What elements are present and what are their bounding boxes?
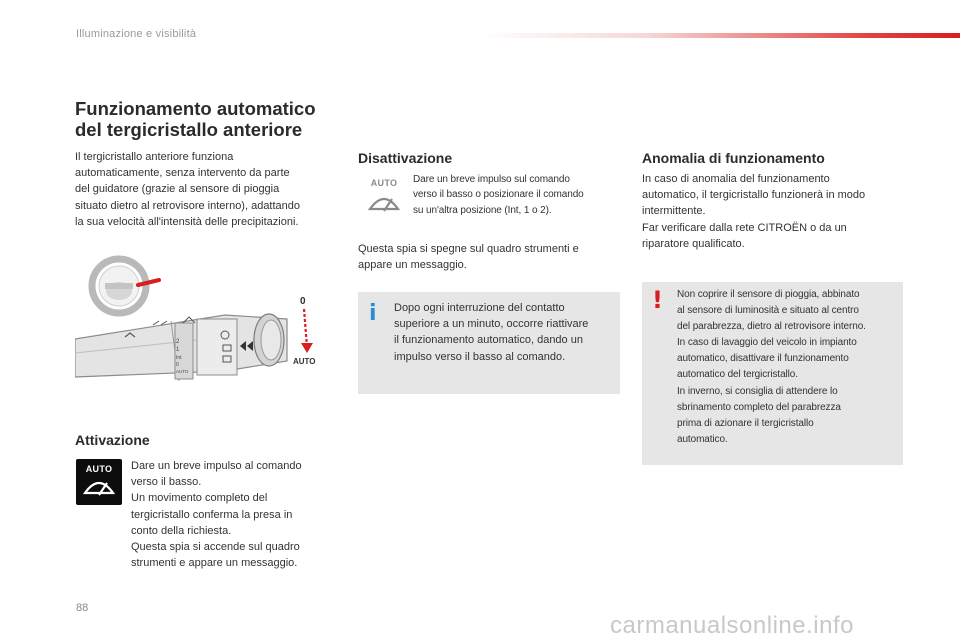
- warning-note-text: [677, 287, 866, 448]
- disattivazione-after-text: [358, 241, 579, 273]
- warning-note-box: [642, 282, 903, 465]
- text-line: superiore a un minuto, occorre riattivare: [394, 318, 589, 331]
- text-line: Dare un breve impulso sul comando: [413, 174, 570, 185]
- text-line: strumenti e appare un messaggio.: [131, 557, 298, 570]
- wiper-glyph-off: [359, 173, 409, 221]
- position-zero-label: 0: [300, 296, 306, 307]
- text-line: riparatore qualificato.: [642, 237, 745, 250]
- page-title: [75, 98, 375, 140]
- header-accent-bar: [480, 33, 960, 38]
- info-icon: i: [369, 301, 377, 326]
- text-line: intermittente.: [642, 205, 706, 218]
- text-line: In caso di anomalia del funzionamento: [642, 173, 830, 185]
- auto-icon-label: AUTO: [370, 178, 398, 188]
- auto-wiper-icon: [76, 459, 122, 505]
- text-line: al sensore di luminosità e situato al centro: [677, 305, 859, 317]
- auto-wiper-off-icon: [359, 173, 409, 221]
- text-line: automatico del tergicristallo.: [677, 369, 798, 381]
- svg-text:2: 2: [176, 339, 180, 345]
- wiper-glyph: [76, 459, 122, 505]
- text-line: conto della richiesta.: [131, 524, 232, 537]
- text-line: Dopo ogni interruzione del contatto: [394, 302, 565, 314]
- text-line: Un movimento completo del: [131, 492, 268, 505]
- intro-paragraph: [75, 149, 300, 230]
- intro-line: automaticamente, senza intervento da parte: [75, 167, 290, 180]
- text-line: automatico, il tergicristallo funzionerà in modo: [642, 189, 866, 202]
- text-line: In inverno, si consiglia di attendere lo: [677, 385, 838, 397]
- attivazione-text: [131, 458, 302, 571]
- intro-line: del guidatore (grazie al sensore di pioggia: [75, 183, 280, 196]
- disattivazione-text: [413, 172, 584, 218]
- text-line: Questa spia si spegne sul quadro strumenti e: [358, 243, 579, 255]
- warning-icon: !: [652, 286, 663, 314]
- title-line-1: Funzionamento automatico: [75, 98, 316, 119]
- heading-anomalia: Anomalia di funzionamento: [642, 150, 825, 166]
- text-line: il funzionamento automatico, dando un: [394, 334, 583, 347]
- text-line: tergicristallo conferma la presa in: [131, 508, 293, 521]
- text-line: su un'altra posizione (Int, 1 o 2).: [413, 204, 552, 216]
- info-note-text: [394, 300, 588, 365]
- title-line-2: del tergicristallo anteriore: [75, 119, 303, 140]
- wiper-stalk-illustration: [75, 253, 326, 386]
- text-line: del parabrezza, dietro al retrovisore interno.: [677, 321, 866, 333]
- wiper-stalk-drawing: [75, 253, 326, 386]
- text-line: impulso verso il basso al comando.: [394, 350, 566, 363]
- text-line: verso il basso o posizionare il comando: [413, 189, 584, 201]
- text-line: Non coprire il sensore di pioggia, abbinato: [677, 289, 860, 300]
- page-number: 88: [76, 602, 89, 614]
- text-line: automatico.: [677, 433, 728, 445]
- intro-line: la sua velocità all'intensità delle precipitazioni.: [75, 215, 299, 228]
- watermark: carmanualsonline.info: [610, 612, 854, 639]
- position-auto-label: AUTO: [293, 357, 316, 366]
- text-line: Questa spia si accende sul quadro: [131, 541, 300, 554]
- text-line: prima di azionare il tergicristallo: [677, 417, 814, 429]
- auto-icon-label: AUTO: [85, 464, 113, 474]
- text-line: appare un messaggio.: [358, 259, 467, 272]
- text-line: sbrinamento completo del parabrezza: [677, 401, 841, 413]
- svg-text:1: 1: [176, 347, 180, 353]
- text-line: automatico, disattivare il funzionamento: [677, 353, 849, 365]
- text-line: Far verificare dalla rete CITROËN o da un: [642, 221, 847, 234]
- text-line: In caso di lavaggio del veicolo in impianto: [677, 337, 857, 349]
- text-line: verso il basso.: [131, 476, 202, 489]
- svg-text:Int: Int: [176, 355, 182, 361]
- heading-attivazione: Attivazione: [75, 432, 150, 448]
- info-note-box: [358, 292, 620, 394]
- svg-text:0: 0: [176, 362, 179, 368]
- anomalia-text: [642, 171, 865, 252]
- svg-text:AUTO: AUTO: [176, 369, 189, 374]
- stalk-body: [75, 314, 287, 381]
- intro-line: Il tergicristallo anteriore funziona: [75, 151, 234, 163]
- heading-disattivazione: Disattivazione: [358, 150, 453, 166]
- intro-line: situato dietro al retrovisore interno), adattando: [75, 199, 301, 212]
- section-header: Illuminazione e visibilità: [76, 28, 197, 40]
- text-line: Dare un breve impulso al comando: [131, 460, 302, 472]
